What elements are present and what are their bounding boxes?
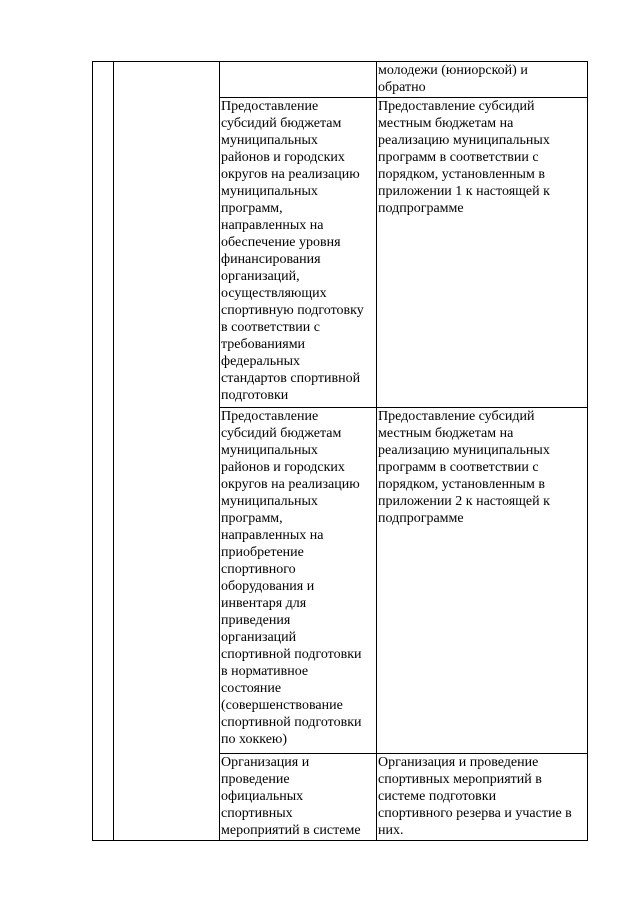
measure-cell: Предоставление субсидий бюджетам муниципальных районов и городских округов на реализацию муниципальных программ, направленных на приобретение спортивного оборудования и инвентаря для приведения организаций спортивной подготовки в нормативное состояние (совершенствование спортивной подготовки по хоккею) bbox=[220, 408, 377, 754]
program-measures-table bbox=[92, 61, 588, 841]
mechanism-cell: Предоставление субсидий местным бюджетам на реализацию муниципальных программ в соответствии с порядком, установленным в приложении 1 к настоящей к подпрограмме bbox=[377, 98, 588, 408]
measure-cell: Организация и проведение официальных спортивных мероприятий в системе bbox=[220, 754, 377, 841]
measure-cell: Предоставление субсидий бюджетам муниципальных районов и городских округов на реализацию муниципальных программ, направленных на обеспечение уровня финансирования организаций, осуществляющих спортивную подготовку в соответствии с требованиями федеральных стандартов спортивной подготовки bbox=[220, 98, 377, 408]
measure-cell bbox=[220, 62, 377, 98]
mechanism-cell: Предоставление субсидий местным бюджетам на реализацию муниципальных программ в соответствии с порядком, установленным в приложении 2 к настоящей к подпрограмме bbox=[377, 408, 588, 754]
task-cell bbox=[114, 62, 220, 841]
mechanism-cell: молодежи (юниорской) и обратно bbox=[377, 62, 588, 98]
table-row bbox=[93, 62, 588, 98]
mechanism-cell: Организация и проведение спортивных мероприятий в системе подготовки спортивного резерва и участие в них. bbox=[377, 754, 588, 841]
number-cell bbox=[93, 62, 114, 841]
